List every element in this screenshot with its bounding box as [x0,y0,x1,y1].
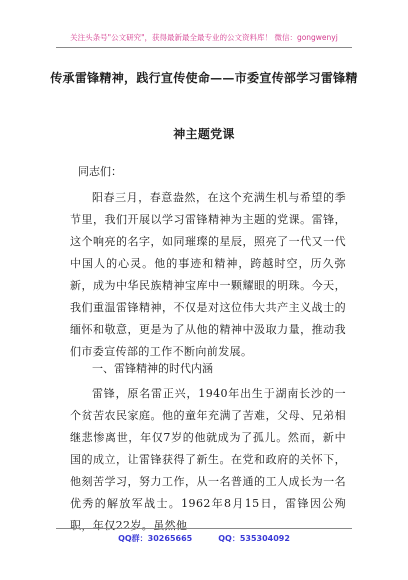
footer [0,533,408,544]
footer-qq-group: QQ群：30265665 [118,534,193,543]
document-title-line1: 传承雷锋精神，践行宣传使命——市委宣传部学习雷锋精 [50,71,358,85]
salutation: 同志们： [78,165,122,178]
section-heading: 一、雷锋精神的时代内涵 [92,362,213,375]
header-note: 关注头条号"公文研究"，获得最新最全最专业的公文资料库！ 微信：gongwenyj [70,33,338,42]
footer-divider [56,528,352,529]
header-divider [56,47,352,48]
body-paragraph-2: 雷锋，原名雷正兴，1940年出生于湖南长沙的一个贫苦农民家庭。他的童年充满了苦难，父母、兄弟相继悲惨离世，年仅7岁的他就成为了孤儿。然而，新中国的成立，让雷锋获得了新生。在党和政府的关怀下，他刻苦学习，努力工作，从一名普通的工人成长为一名优秀的解放军战士。1962年8月15日，雷锋因公殉职，年仅22岁。虽然他 [70,387,346,532]
footer-qq-number: QQ：535304092 [218,534,290,543]
body-paragraph-1: 阳春三月，春意盎然，在这个充满生机与希望的季节里，我们开展以学习雷锋精神为主题的党课。雷锋，这个响亮的名字，如同璀璨的星辰，照亮了一代又一代中国人的心灵。他的事迹和精神，跨越时空，历久弥新，成为中华民族精神宝库中一颗耀眼的明珠。今天，我们重温雷锋精神，不仅是对这位伟大共产主义战士的缅怀和敬意，更是为了从他的精神中汲取力量，推动我们市委宣传部的工作不断向前发展。 [70,191,346,358]
document-title-line2: 神主题党课 [173,127,235,141]
